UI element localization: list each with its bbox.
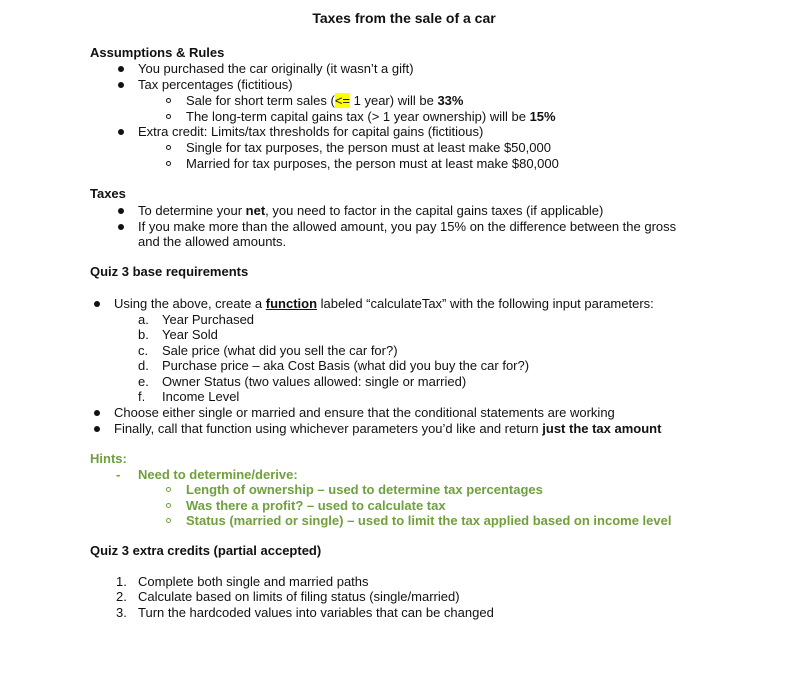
- param-item: Sale price (what did you sell the car for?): [162, 343, 398, 358]
- hints-heading: Hints:: [90, 451, 127, 466]
- sub-bullet-icon: [166, 161, 171, 166]
- page-title: Taxes from the sale of a car: [312, 10, 496, 26]
- taxes-bullet-2-line-2: and the allowed amounts.: [138, 234, 287, 249]
- assumption-sub-2: The long-term capital gains tax (> 1 year ownership) will be 15%: [186, 109, 556, 124]
- bullet-icon: [118, 208, 124, 214]
- list-marker: 2.: [116, 589, 127, 604]
- taxes-bullet-2-line-1: If you make more than the allowed amount, you pay 15% on the difference between the gross: [138, 219, 677, 234]
- param-item: Year Sold: [162, 327, 218, 342]
- bullet-icon: [118, 224, 124, 230]
- sub-bullet-icon: [166, 518, 171, 523]
- function-keyword: function: [265, 296, 318, 311]
- highlighted-operator: <=: [334, 93, 351, 108]
- quiz-bullet-3: Finally, call that function using whichever parameters you’d like and return just the tax amount: [114, 421, 662, 436]
- param-item: Purchase price – aka Cost Basis (what did you buy the car for?): [162, 358, 530, 373]
- bullet-icon: [94, 410, 100, 416]
- dash-marker: -: [116, 467, 121, 482]
- assumption-sub-1: Sale for short term sales (<= 1 year) will be 33%: [186, 93, 464, 108]
- bullet-icon: [94, 301, 100, 307]
- assumptions-heading: Assumptions & Rules: [90, 45, 225, 60]
- sub-bullet-icon: [166, 487, 171, 492]
- extra-heading: Quiz 3 extra credits (partial accepted): [90, 543, 322, 558]
- param-item: Year Purchased: [162, 312, 255, 327]
- bullet-icon: [118, 129, 124, 135]
- list-marker: 1.: [116, 574, 127, 589]
- sub-bullet-icon: [166, 503, 171, 508]
- list-marker: e.: [138, 374, 149, 389]
- assumption-bullet-3: Extra credit: Limits/tax thresholds for capital gains (fictitious): [138, 124, 484, 139]
- extra-item: Calculate based on limits of filing status (single/married): [138, 589, 460, 604]
- assumption-sub-3: Single for tax purposes, the person must at least make $50,000: [186, 140, 551, 155]
- bullet-icon: [118, 66, 124, 72]
- list-marker: 3.: [116, 605, 127, 620]
- taxes-heading: Taxes: [90, 186, 126, 201]
- sub-bullet-icon: [166, 114, 171, 119]
- assumption-bullet-1: You purchased the car originally (it wasn’t a gift): [138, 61, 414, 76]
- param-item: Income Level: [162, 389, 240, 404]
- quiz-bullet-2: Choose either single or married and ensure that the conditional statements are working: [114, 405, 615, 420]
- bullet-icon: [118, 82, 124, 88]
- extra-item: Complete both single and married paths: [138, 574, 369, 589]
- list-marker: d.: [138, 358, 149, 373]
- sub-bullet-icon: [166, 98, 171, 103]
- taxes-bullet-1: To determine your net, you need to factor in the capital gains taxes (if applicable): [138, 203, 604, 218]
- list-marker: c.: [138, 343, 149, 358]
- hint-item: Was there a profit? – used to calculate tax: [186, 498, 446, 513]
- assumption-sub-4: Married for tax purposes, the person must at least make $80,000: [186, 156, 559, 171]
- assumption-bullet-2: Tax percentages (fictitious): [138, 77, 293, 92]
- list-marker: a.: [138, 312, 149, 327]
- hints-lead: Need to determine/derive:: [138, 467, 298, 482]
- param-item: Owner Status (two values allowed: single or married): [162, 374, 467, 389]
- list-marker: b.: [138, 327, 149, 342]
- extra-item: Turn the hardcoded values into variables that can be changed: [138, 605, 494, 620]
- quiz-bullet-1: Using the above, create a function labeled “calculateTax” with the following input parameters:: [114, 296, 654, 311]
- hint-item: Length of ownership – used to determine tax percentages: [186, 482, 543, 497]
- hint-item: Status (married or single) – used to limit the tax applied based on income level: [186, 513, 672, 528]
- bullet-icon: [94, 426, 100, 432]
- quiz-heading: Quiz 3 base requirements: [90, 264, 249, 279]
- list-marker: f.: [138, 389, 146, 404]
- sub-bullet-icon: [166, 145, 171, 150]
